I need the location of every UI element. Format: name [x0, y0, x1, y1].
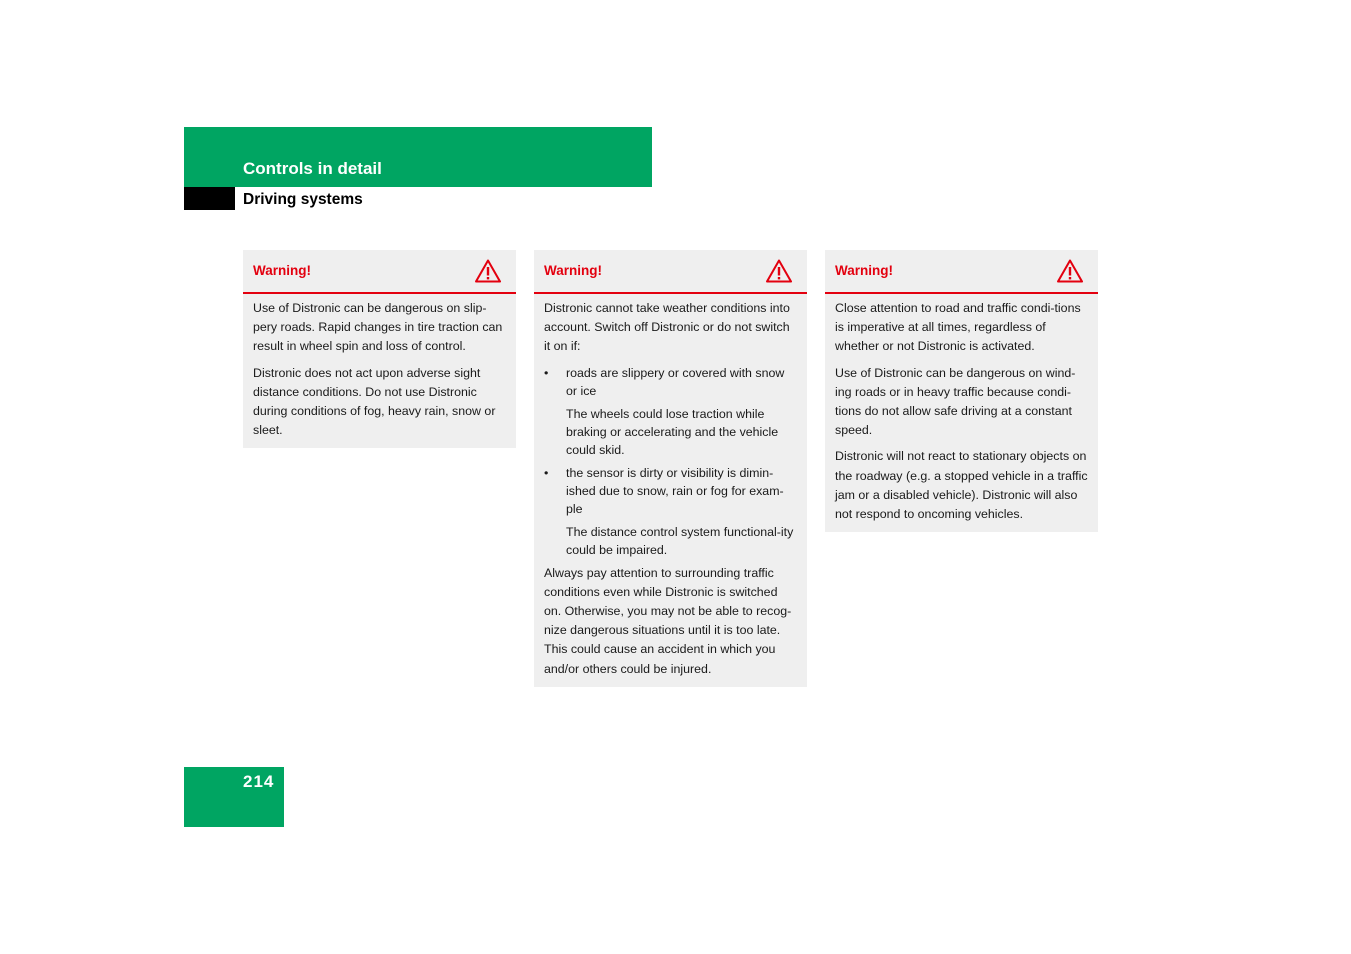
warning-header [825, 250, 1098, 294]
warning-paragraph: Distronic will not react to stationary objects on the roadway (e.g. a stopped vehicle in a traffic jam or a disabled vehicle). Distronic will also not respond to oncoming vehicles. [835, 449, 1088, 522]
warning-box-traffic-attention [825, 250, 1098, 532]
warning-header [243, 250, 516, 294]
warning-paragraph: Distronic does not act upon adverse sight distance conditions. Do not use Distronic during conditions of fog, heavy rain, snow or sleet. [253, 365, 496, 438]
warning-paragraph: Use of Distronic can be dangerous on slip-pery roads. Rapid changes in tire traction can result in wheel spin and loss of control. [253, 301, 503, 354]
page-number: 214 [243, 772, 275, 791]
warning-label: Warning! [253, 263, 311, 278]
warning-body [825, 294, 1098, 532]
warning-paragraph: Close attention to road and traffic condi-tions is imperative at all times, regardless of whether or not Distronic is activated. [835, 301, 1081, 354]
list-item: • the sensor is dirty or visibility is dimin-ished due to snow, rain or fog for exam-ple [544, 464, 798, 518]
warning-body [243, 294, 516, 448]
warning-label: Warning! [544, 263, 602, 278]
warning-triangle-icon [475, 259, 501, 283]
warning-box-slippery-roads [243, 250, 516, 448]
warning-triangle-icon [1057, 259, 1083, 283]
warning-body [534, 294, 807, 687]
warning-intro: Distronic cannot take weather conditions into account. Switch off Distronic or do not switch it on if: [544, 301, 790, 354]
section-title: Controls in detail [243, 159, 382, 178]
warning-label: Warning! [835, 263, 893, 278]
subsection-title: Driving systems [243, 191, 363, 208]
list-item-note: The distance control system functional-ity could be impaired. [566, 524, 794, 557]
warning-outro: Always pay attention to surrounding traffic conditions even while Distronic is switched on. Otherwise, you may not be able to recog-nize dangerous situations until it is too late. This could cause an accident in which you and/or others could be injured. [544, 565, 792, 676]
list-item: • roads are slippery or covered with snow or ice [544, 364, 798, 400]
warning-header [534, 250, 807, 294]
warning-triangle-icon [766, 259, 792, 283]
list-item-note: The wheels could lose traction while braking or accelerating and the vehicle could skid. [566, 406, 779, 457]
warning-box-weather-conditions [534, 250, 807, 687]
section-marker-tab [184, 187, 235, 210]
warning-paragraph: Use of Distronic can be dangerous on wind-ing roads or in heavy traffic because condi-tions do not allow safe driving at a constant speed. [835, 365, 1076, 438]
